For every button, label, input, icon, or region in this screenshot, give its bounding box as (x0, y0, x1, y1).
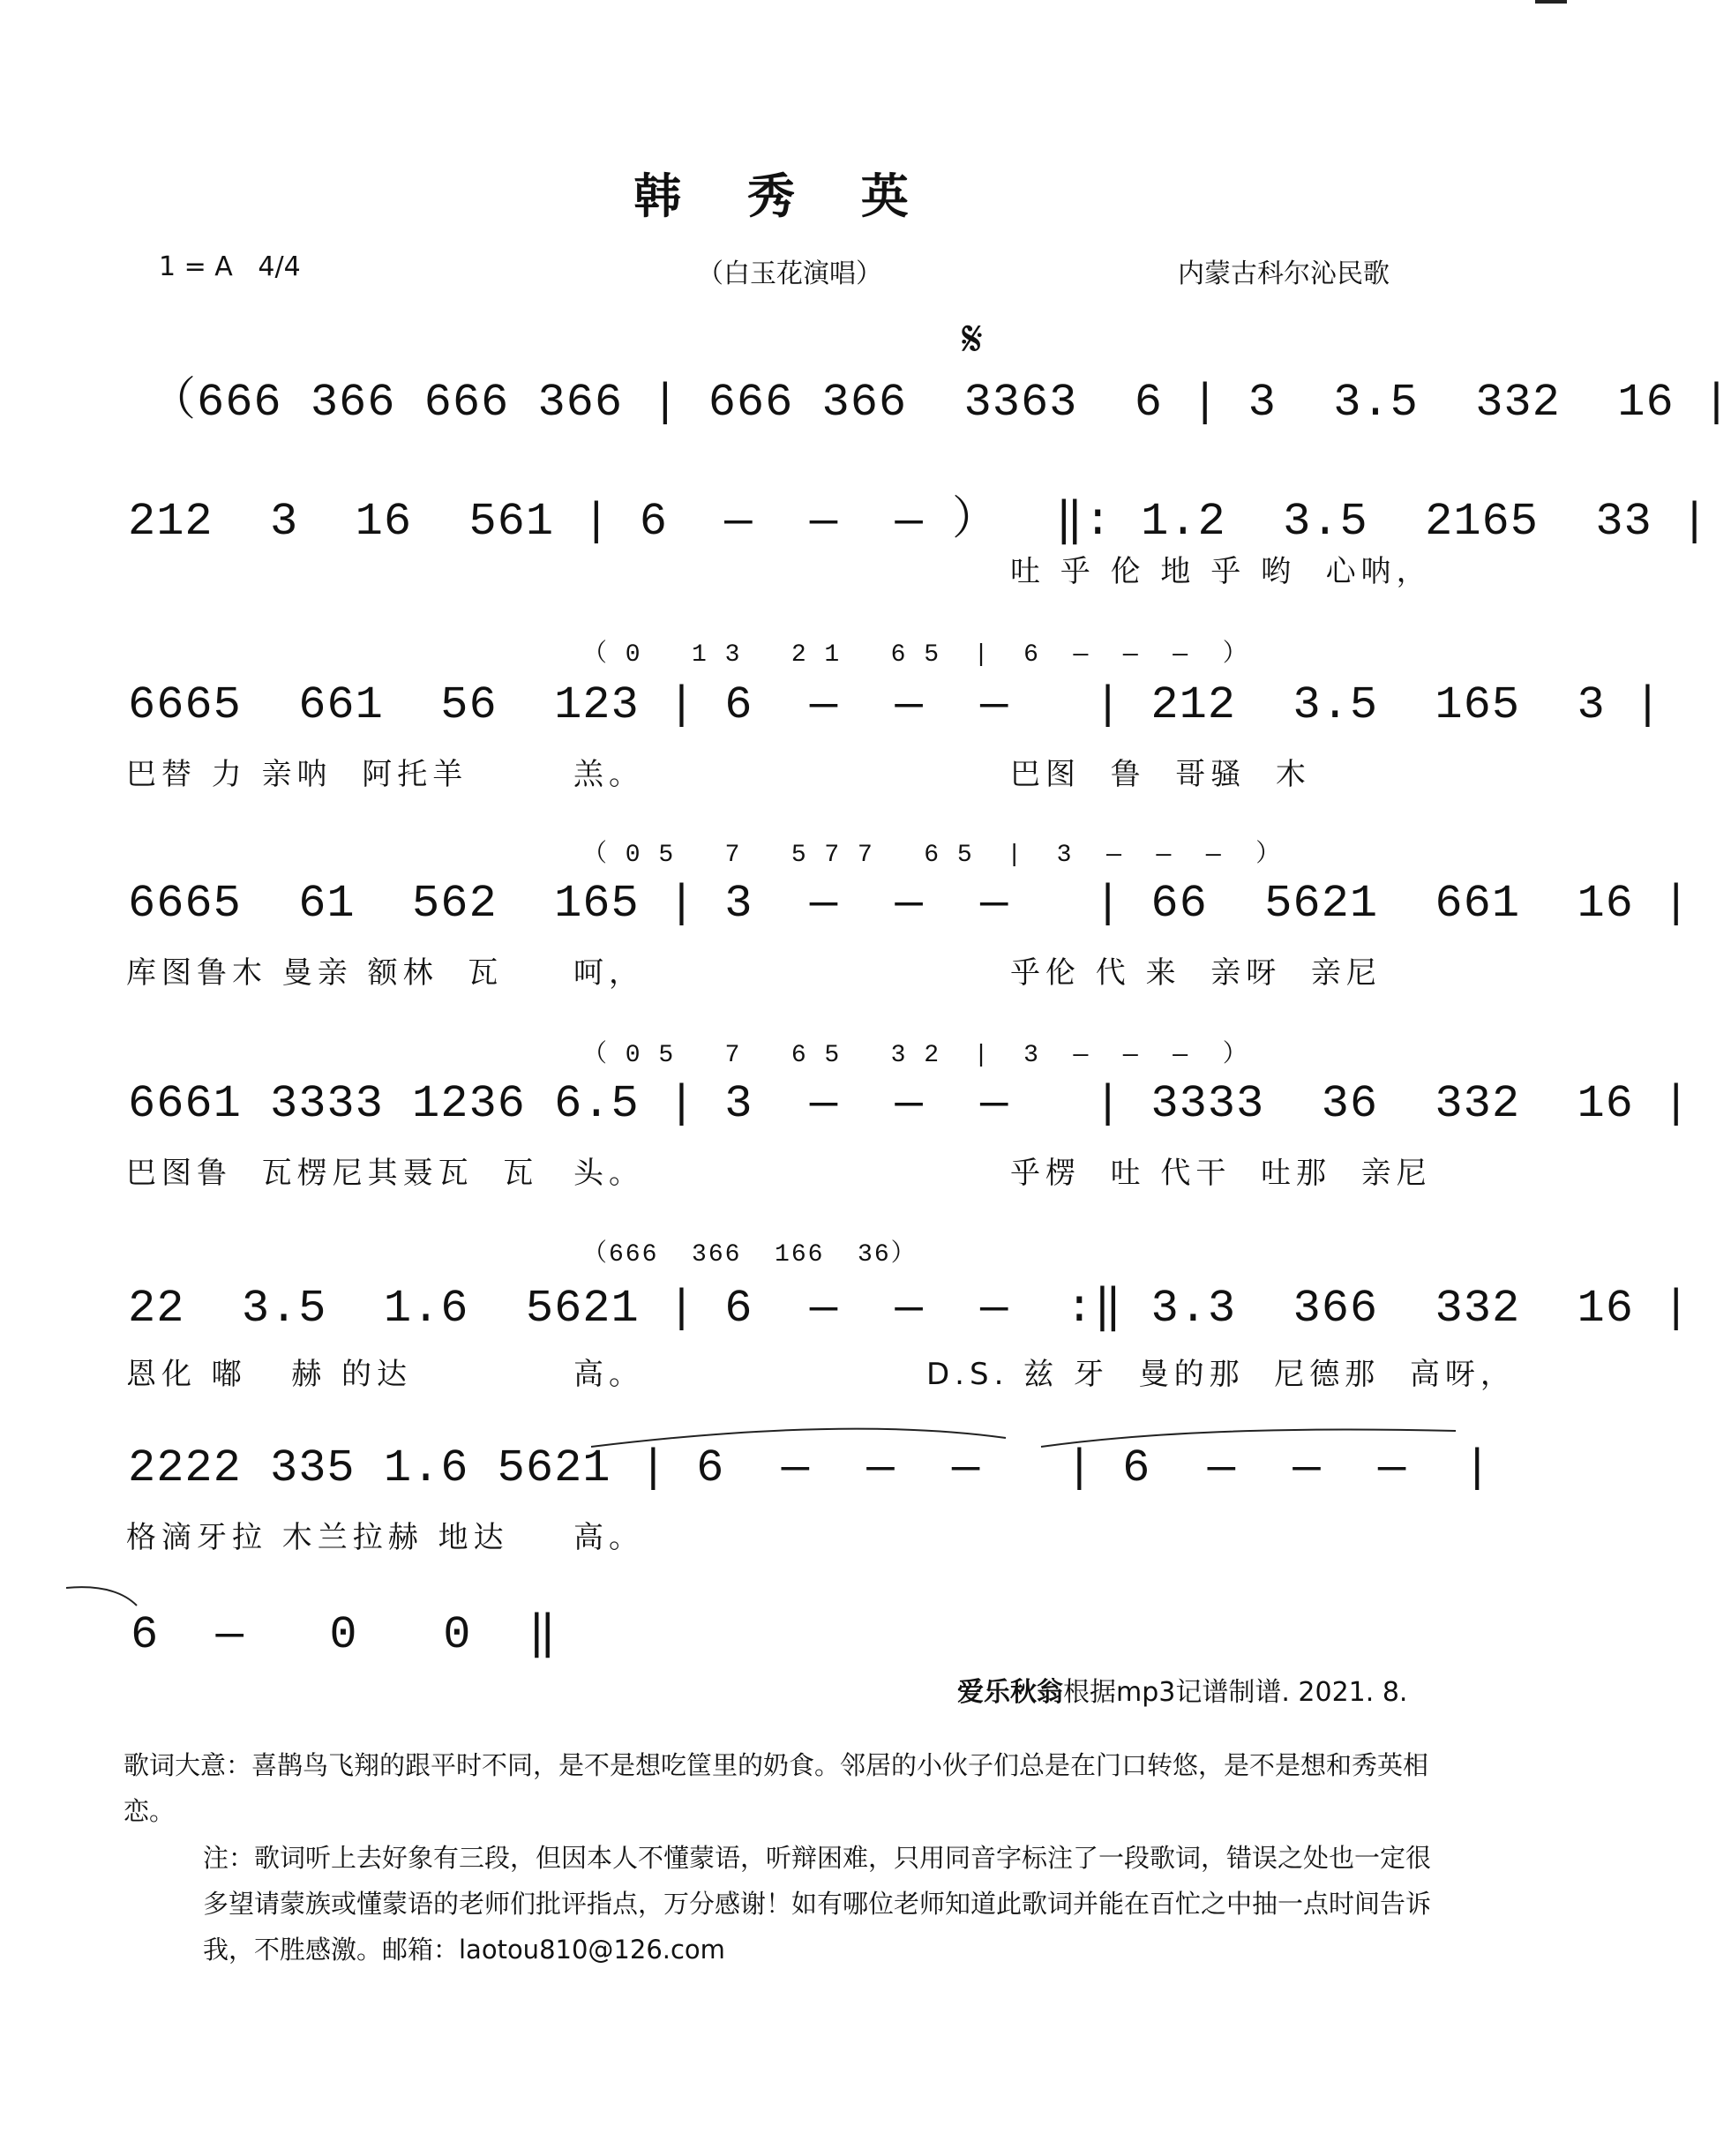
scan-edge-mark (1535, 0, 1567, 4)
lyrics-row-6a: 恩化 嘟 赫 的达 (126, 1357, 413, 1392)
performer: （白玉花演唱） (697, 258, 882, 289)
score-row-5: 6661 3333 1236 6.5 | 3 — — — | 3333 36 332 16 | (128, 1078, 1691, 1130)
tie-arc (582, 1420, 1465, 1456)
author-note (203, 1835, 1447, 1973)
credit-author: 爱乐秋翁 (957, 1677, 1063, 1708)
interlude-row-6: （666 366 166 36） (582, 1241, 918, 1269)
score-row-3: 6665 661 56 123 | 6 — — — | 212 3.5 165 3 | (128, 679, 1663, 731)
lyrics-meaning (124, 1742, 1447, 1834)
score-row-6: 22 3.5 1.6 5621 | 6 — — — :‖ 3.3 366 332 16 | (128, 1283, 1691, 1335)
note-label: 注： (203, 1843, 255, 1873)
lyrics-row-5b: 头。 (573, 1156, 644, 1191)
segno-icon: 𝄋 (962, 311, 984, 368)
song-origin: 内蒙古科尔沁民歌 (1178, 258, 1390, 289)
meaning-text: 喜鹊鸟飞翔的跟平时不同，是不是想吃筐里的奶食。邻居的小伙子们总是在门口转悠，是不是想和秀英相恋。 (124, 1750, 1429, 1826)
lyrics-row-5c: 乎楞 吐 代干 吐那 亲尼 (1010, 1156, 1432, 1191)
lyrics-row-7b: 高。 (573, 1520, 644, 1555)
lyrics-row-3a: 巴替 力 亲呐 阿托羊 (126, 757, 468, 792)
lyrics-row-4c: 乎伦 代 来 亲呀 亲尼 (1010, 955, 1382, 991)
score-row-7: 2222 335 1.6 5621 | 6 — — — | 6 — — — | (128, 1442, 1492, 1494)
lyrics-row-3b: 羔。 (573, 757, 644, 792)
lyrics-row-6b: 高。 (573, 1357, 644, 1392)
lyrics-row-5a: 巴图鲁 瓦楞尼其聂瓦 瓦 (126, 1156, 539, 1191)
lyrics-row-4a: 库图鲁木 曼亲 额林 瓦 (126, 955, 504, 991)
score-row-8: 6 — 0 0 ‖ (131, 1609, 558, 1661)
interlude-row-5: （ 0 5 7 6 5 3 2 | 3 — — — ） (582, 1042, 1249, 1069)
interlude-row-3: （ 0 1 3 2 1 6 5 | 6 — — — ） (582, 641, 1249, 669)
meaning-label: 歌词大意： (124, 1750, 252, 1780)
song-title: 韩 秀 英 (633, 168, 933, 224)
score-row-2: 212 3 16 561 | 6 — — — ） ‖: 1.2 3.5 2165 33 | (128, 496, 1710, 548)
score-row-4: 6665 61 562 165 | 3 — — — | 66 5621 661 16 | (128, 878, 1691, 930)
lyrics-row-6c: D.S. 兹 牙 曼的那 尼德那 高呀， (926, 1357, 1516, 1392)
lyrics-row-2: 吐 乎 伦 地 乎 哟 心呐， (1010, 554, 1432, 589)
interlude-row-4: （ 0 5 7 5 7 7 6 5 | 3 — — — ） (582, 842, 1283, 869)
key-time-signature: 1 = A 4/4 (159, 251, 301, 282)
lyrics-row-7a: 格滴牙拉 木兰拉赫 地达 (126, 1520, 509, 1555)
credit-line (957, 1670, 1407, 1709)
lyrics-row-4b: 呵， (573, 955, 644, 991)
credit-text: 根据mp3记谱制谱. 2021. 8. (1063, 1677, 1408, 1708)
score-row-1: （666 366 666 366 | 666 366 3363 6 | 3 3.5 332 16 | (150, 377, 1731, 429)
note-text: 歌词听上去好象有三段，但因本人不懂蒙语，听辩困难，只用同音字标注了一段歌词，错误之处也一定很多望请蒙族或懂蒙语的老师们批评指点，万分感谢！如有哪位老师知道此歌词并能在百忙之中抽一点时间告诉我，不胜感激。邮箱：laotou810@126.com (203, 1843, 1432, 1965)
lyrics-row-3c: 巴图 鲁 哥骚 木 (1010, 757, 1311, 792)
